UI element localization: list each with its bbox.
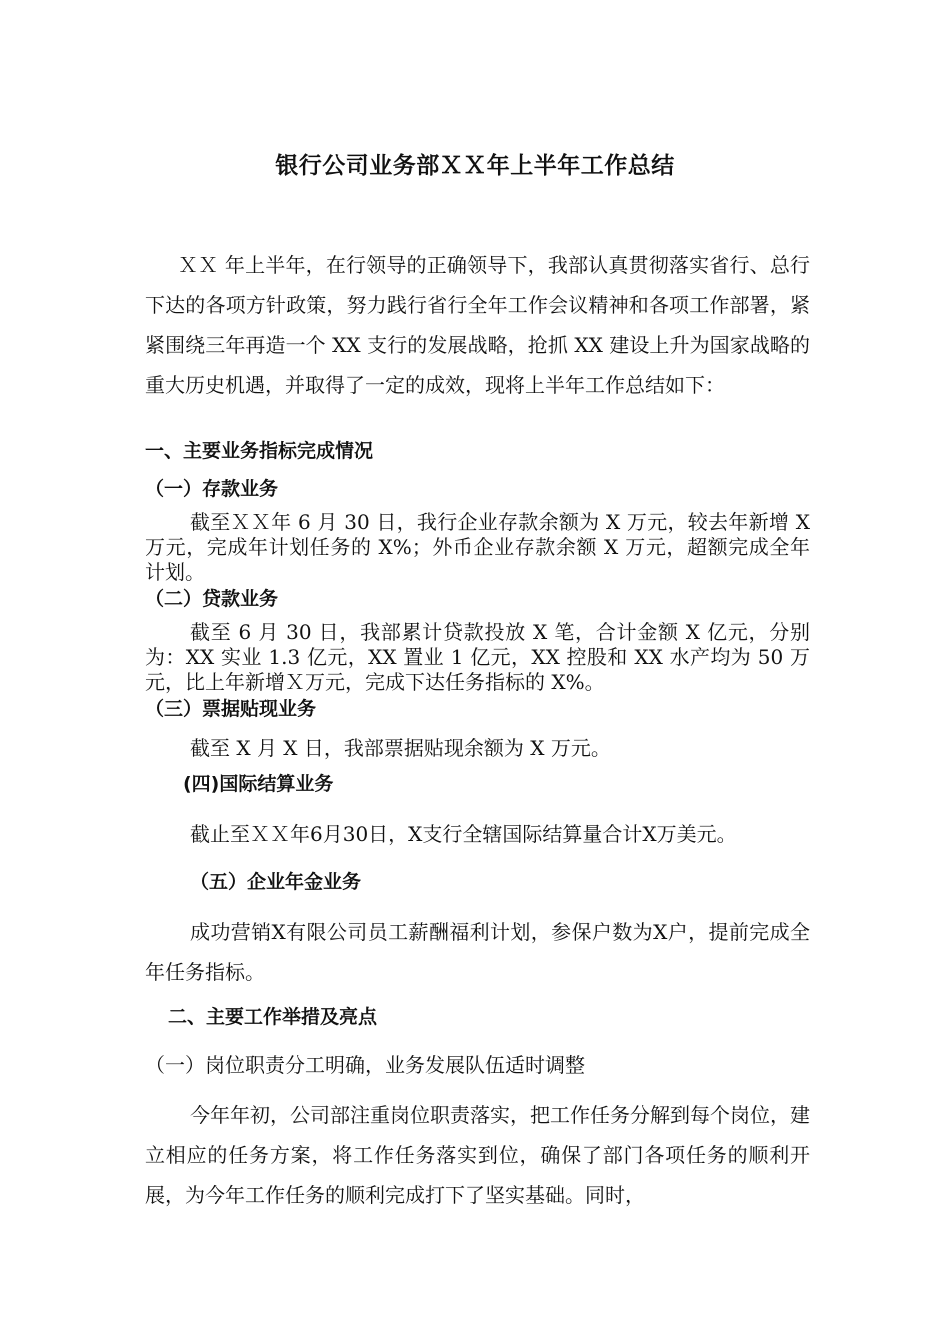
bill-heading: （三）票据贴现业务	[145, 698, 317, 720]
section1-heading: 一、主要业务指标完成情况	[145, 440, 374, 462]
pension-paragraph: 成功营销X有限公司员工薪酬福利计划，参保户数为X户，提前完成全年任务指标。	[145, 920, 810, 984]
deposit-paragraph: 截至ＸＸ年 6 月 30 日，我行企业存款余额为 X 万元，较去年新增 X 万元，完成年计划任务的 X%；外币企业存款余额 X 万元，超额完成全年计划。	[145, 510, 810, 584]
loan-heading: （二）贷款业务	[145, 588, 279, 610]
intro-paragraph: ＸＸ 年上半年，在行领导的正确领导下，我部认真贯彻落实省行、总行下达的各项方针政策，努力践行省行全年工作会议精神和各项工作部署，紧紧围绕三年再造一个 XX 支行的发展战略，抢抓 XX 建设上升为国家战略的重大历史机遇，并取得了一定的成效，现将上半年工作总结如下：	[145, 253, 810, 397]
section2-heading: 二、主要工作举措及亮点	[168, 1006, 378, 1028]
document-title: 银行公司业务部ＸＸ年上半年工作总结	[275, 153, 675, 180]
bill-paragraph: 截至 X 月 X 日，我部票据贴现余额为 X 万元。	[190, 736, 611, 760]
loan-paragraph: 截至 6 月 30 日，我部累计贷款投放 X 笔，合计金额 X 亿元，分别为：XX 实业 1.3 亿元，XX 置业 1 亿元，XX 控股和 XX 水产均为 50 万元，比上年新增Ｘ万元，完成下达任务指标的 X%。	[145, 620, 810, 694]
intl-heading: (四)国际结算业务	[183, 773, 334, 795]
deposit-heading: （一）存款业务	[145, 478, 279, 500]
section2-sub1-heading: （一）岗位职责分工明确，业务发展队伍适时调整	[145, 1053, 585, 1077]
pension-heading: （五）企业年金业务	[190, 871, 362, 893]
section2-sub1-paragraph: 今年年初，公司部注重岗位职责落实，把工作任务分解到每个岗位，建立相应的任务方案，将工作任务落实到位，确保了部门各项任务的顺利开展，为今年工作任务的顺利完成打下了坚实基础。同时，	[145, 1103, 810, 1207]
intl-paragraph: 截止至ＸＸ年6月30日，X支行全辖国际结算量合计X万美元。	[190, 822, 737, 846]
